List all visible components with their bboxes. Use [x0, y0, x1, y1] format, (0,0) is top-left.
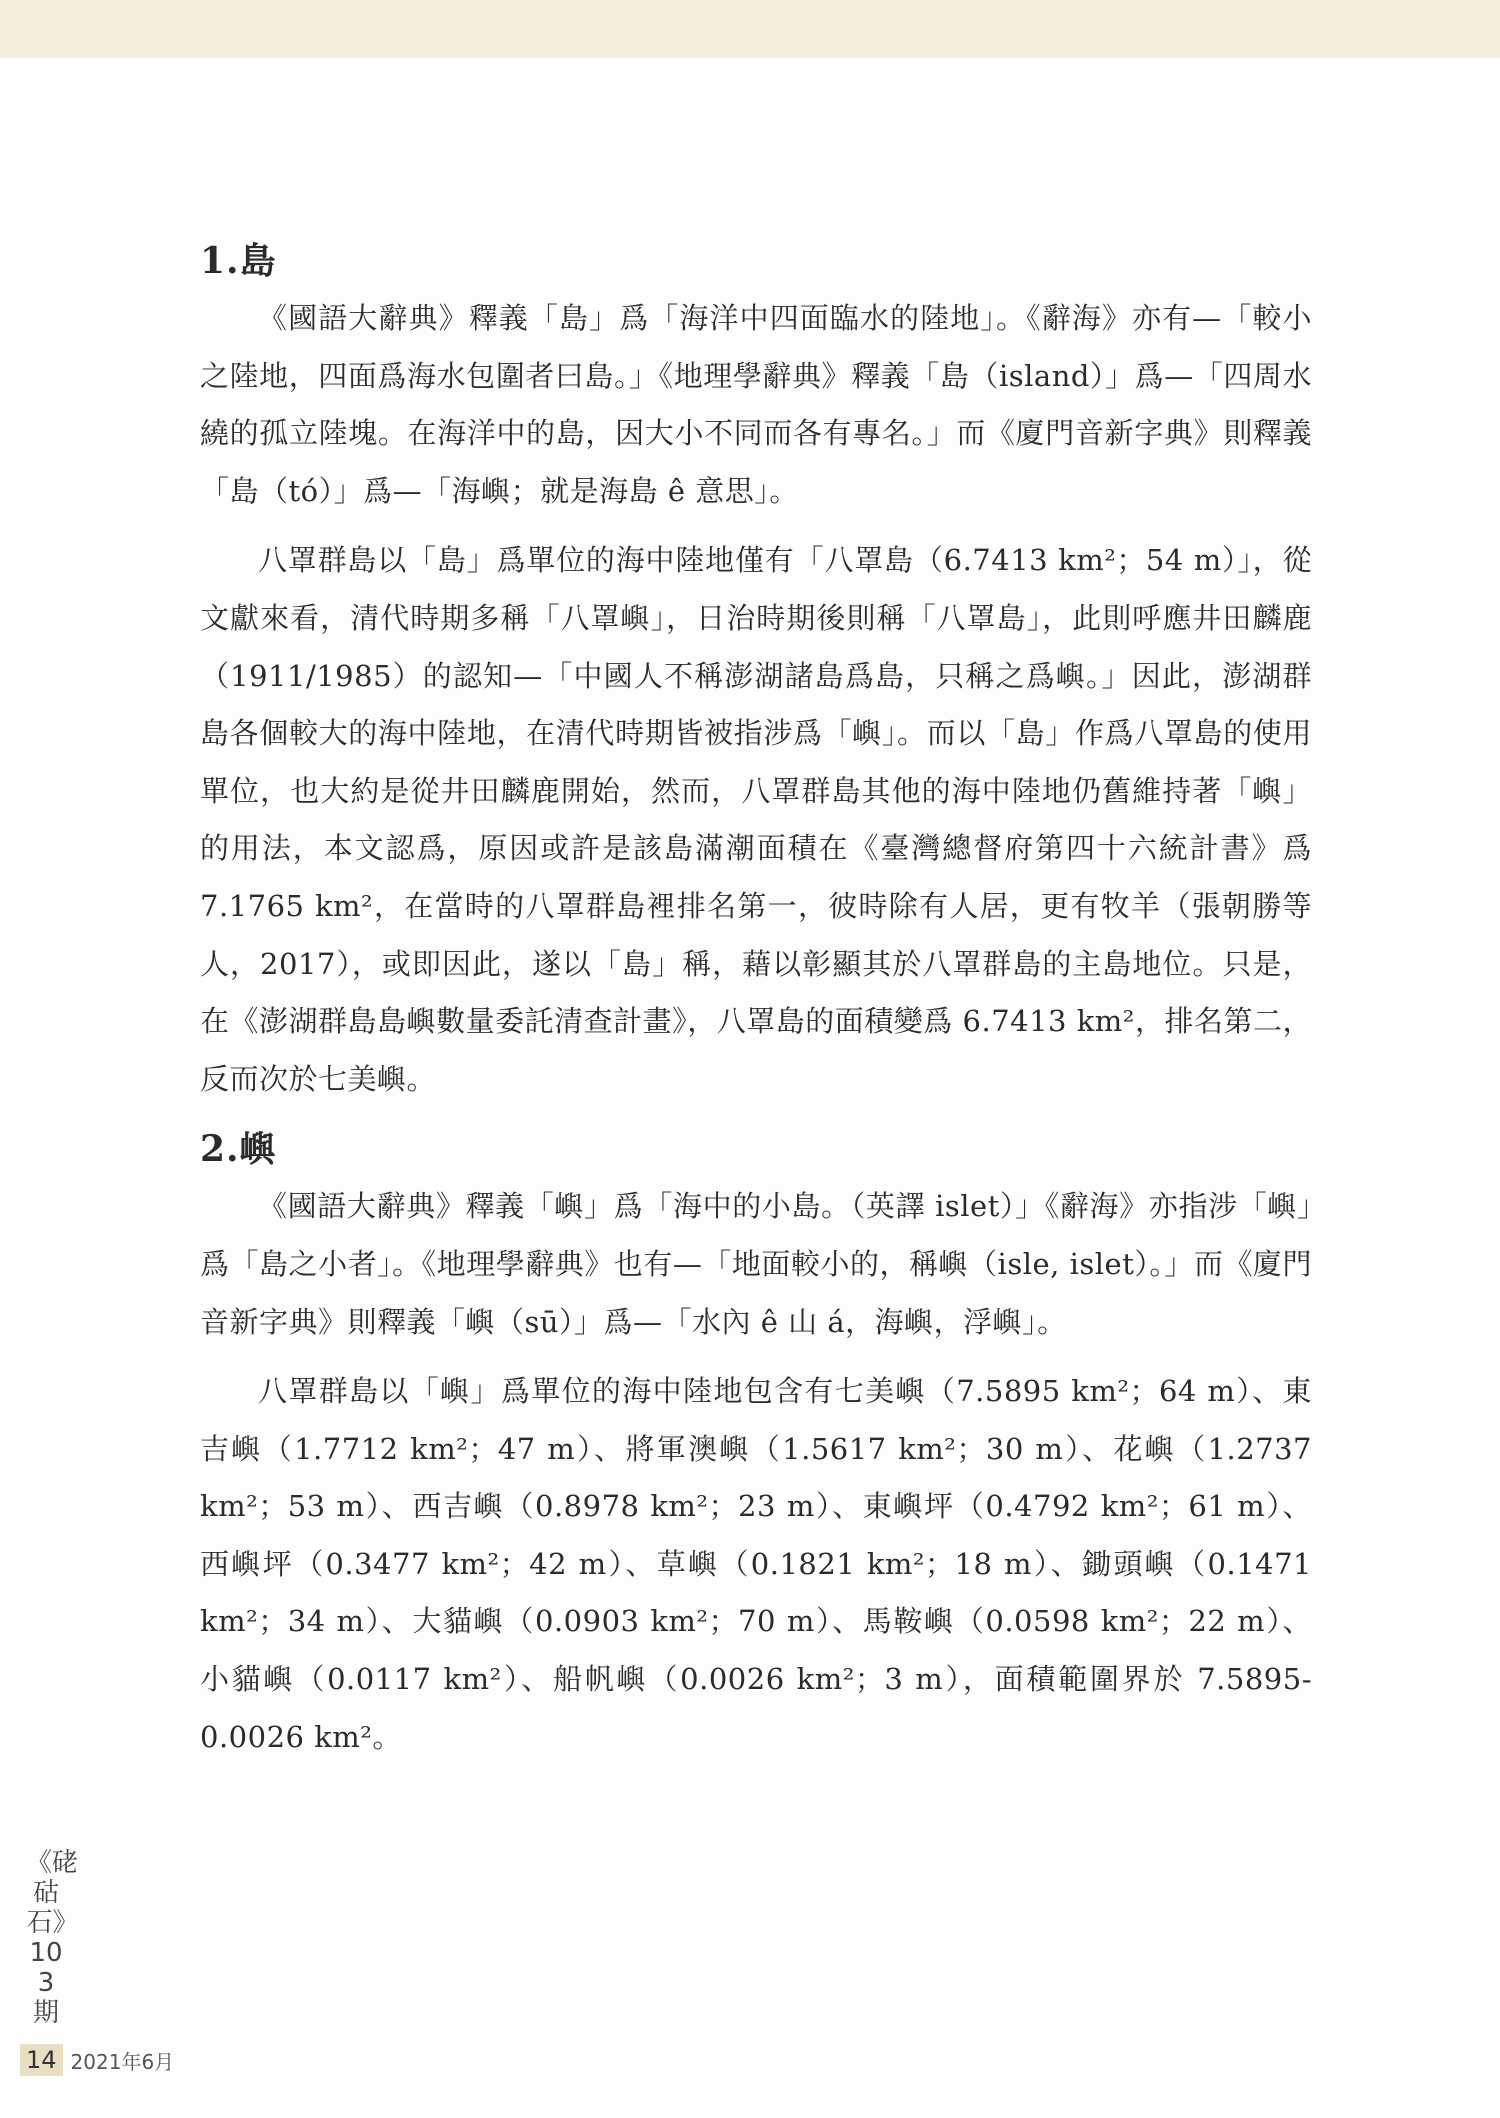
paragraph-island-definition: 《國語大辭典》釋義「島」爲「海洋中四面臨水的陸地」。《辭海》亦有—「較小之陸地，四面爲海水包圍者曰島。」《地理學辭典》釋義「島（island）」爲—「四周水繞的孤立陸塊。在海洋中的島，因大小不同而各有專名。」而《廈門音新字典》則釋義「島（tó）」爲—「海嶼；就是海島 ê 意思」。 [200, 301, 1312, 508]
section-heading-islet: 2.嶼 [200, 1128, 277, 1171]
section-heading-island: 1.島 [200, 240, 277, 282]
issue-date: 2021年6月 [70, 2049, 175, 2074]
article-body [200, 232, 1312, 1778]
publication-title-vertical: 《硓𥑮石》103期 [26, 1848, 79, 2028]
paragraph-islet-definition: 《國語大辭典》釋義「嶼」爲「海中的小島。（英譯 islet）」《辭海》亦指涉「嶼」爲「島之小者」。《地理學辭典》也有—「地面較小的，稱嶼（isle, islet）。」而《廈門音新字典》則釋義「嶼（sū）」爲—「水內 ê 山 á，海嶼，浮嶼」。 [200, 1189, 1312, 1339]
top-color-band [0, 0, 1500, 58]
page-footer [20, 2044, 174, 2076]
paragraph-islet-list: 八罩群島以「嶼」爲單位的海中陸地包含有七美嶼（7.5895 km²；64 m）、東吉嶼（1.7712 km²；47 m）、將軍澳嶼（1.5617 km²；30 m）、花嶼（1.2737 km²；53 m）、西吉嶼（0.8978 km²；23 m）、東嶼坪（0.4792 km²；61 m）、西嶼坪（0.3477 km²；42 m）、草嶼（0.1821 km²；18 m）、鋤頭嶼（0.1471 km²；34 m）、大貓嶼（0.0903 km²；70 m）、馬鞍嶼（0.0598 km²；22 m）、小貓嶼（0.0117 km²）、船帆嶼（0.0026 km²；3 m），面積範圍界於 7.5895-0.0026 km²。 [200, 1374, 1312, 1754]
page-number: 14 [20, 2044, 63, 2076]
paragraph-bazhao-island: 八罩群島以「島」爲單位的海中陸地僅有「八罩島（6.7413 km²；54 m）」，從文獻來看，清代時期多稱「八罩嶼」，日治時期後則稱「八罩島」，此則呼應井田麟鹿（1911/1985）的認知—「中國人不稱澎湖諸島爲島，只稱之爲嶼。」因此，澎湖群島各個較大的海中陸地，在清代時期皆被指涉爲「嶼」。而以「島」作爲八罩島的使用單位，也大約是從井田麟鹿開始，然而，八罩群島其他的海中陸地仍舊維持著「嶼」的用法，本文認爲，原因或許是該島滿潮面積在《臺灣總督府第四十六統計書》爲 7.1765 km²，在當時的八罩群島裡排名第一，彼時除有人居，更有牧羊（張朝勝等人，2017），或即因此，遂以「島」稱，藉以彰顯其於八罩群島的主島地位。只是，在《澎湖群島島嶼數量委託清查計畫》，八罩島的面積變爲 6.7413 km²，排名第二，反而次於七美嶼。 [200, 543, 1312, 1096]
